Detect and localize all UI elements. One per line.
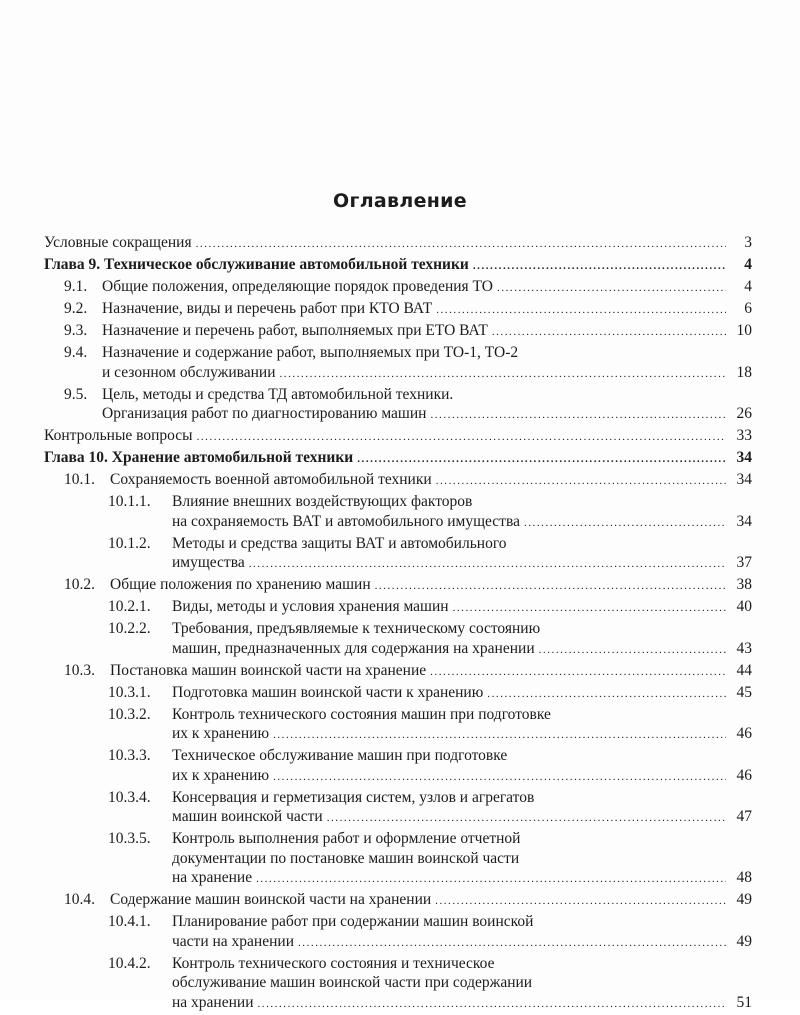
toc-entry-number: 9.1. bbox=[64, 278, 88, 295]
toc-entry-text: документации по постановке машин воинской части bbox=[172, 849, 520, 867]
toc-entry-number: 9.2. bbox=[64, 300, 88, 317]
toc-entry[interactable] bbox=[108, 912, 752, 953]
toc-entry-text: машин, предназначенных для содержания на хранении bbox=[172, 639, 535, 657]
toc-entry[interactable] bbox=[64, 470, 752, 492]
toc-entry[interactable] bbox=[64, 343, 752, 384]
toc-entry-number: 10.2.2. bbox=[108, 620, 151, 637]
toc-entry-text: Техническое обслуживание машин при подготовке bbox=[172, 747, 508, 764]
toc-entry[interactable] bbox=[108, 705, 752, 746]
toc-page-number: 46 bbox=[736, 766, 752, 784]
toc-entry-number: 10.2. bbox=[64, 576, 95, 593]
dot-leader bbox=[357, 450, 726, 470]
toc-page-number: 46 bbox=[736, 725, 752, 742]
dot-leader bbox=[430, 406, 726, 426]
dot-leader bbox=[327, 809, 726, 829]
toc-entry-text: их к хранению bbox=[172, 725, 270, 742]
toc-entry[interactable] bbox=[108, 829, 752, 890]
toc-page-number: 4 bbox=[744, 256, 752, 273]
toc-page-number: 43 bbox=[736, 639, 752, 657]
toc-entry-number: 10.3.5. bbox=[108, 830, 151, 847]
toc-page-number: 51 bbox=[736, 993, 752, 1011]
toc-entry[interactable] bbox=[64, 299, 752, 321]
toc-entry[interactable] bbox=[44, 255, 752, 277]
toc-page-number: 48 bbox=[736, 869, 752, 886]
toc-page-number: 47 bbox=[736, 808, 752, 825]
toc-entry[interactable] bbox=[44, 233, 752, 255]
toc-entry[interactable] bbox=[108, 492, 752, 533]
toc-entry[interactable] bbox=[64, 661, 752, 683]
dot-leader bbox=[258, 995, 727, 1015]
dot-leader bbox=[487, 685, 726, 705]
dot-leader bbox=[273, 768, 726, 788]
toc-entry-number: 10.1.2. bbox=[108, 534, 151, 552]
dot-leader bbox=[430, 663, 726, 683]
toc-entry-number: 10.3.3. bbox=[108, 747, 151, 764]
dot-leader bbox=[273, 726, 726, 746]
dot-leader bbox=[375, 577, 726, 597]
toc-entry-text: Контроль выполнения работ и оформление отчетной bbox=[172, 830, 521, 847]
toc-page-number: 34 bbox=[736, 449, 752, 466]
dot-leader bbox=[453, 599, 726, 619]
toc-page-number: 38 bbox=[736, 576, 752, 593]
toc-entry-text: Условные сокращения bbox=[44, 234, 192, 251]
toc-entry-number: 10.4.2. bbox=[108, 954, 151, 972]
toc-entry-number: 10.1.1. bbox=[108, 493, 151, 510]
toc-entry-text: имущества bbox=[172, 554, 245, 571]
toc-entry[interactable] bbox=[108, 954, 752, 1015]
toc-page-number: 40 bbox=[736, 598, 752, 615]
toc-page-number: 45 bbox=[736, 683, 752, 701]
toc-page-number: 10 bbox=[736, 322, 752, 339]
toc-entry-text: на хранении bbox=[172, 993, 254, 1011]
toc-entry-text: Влияние внешних воздействующих факторов bbox=[172, 493, 473, 510]
toc-entry[interactable] bbox=[108, 788, 752, 829]
toc-page-number: 34 bbox=[736, 471, 752, 488]
toc-entry[interactable] bbox=[44, 448, 752, 470]
dot-leader bbox=[298, 934, 726, 954]
toc-entry-text: Контрольные вопросы bbox=[44, 427, 193, 444]
toc-entry[interactable] bbox=[64, 890, 752, 912]
dot-leader bbox=[196, 235, 726, 255]
toc-entry-text: Содержание машин воинской части на хранении bbox=[110, 891, 432, 908]
toc-entry-text: Контроль технического состояния и техническое bbox=[172, 954, 495, 972]
dot-leader bbox=[473, 257, 726, 277]
dot-leader bbox=[249, 555, 726, 575]
toc-entry[interactable] bbox=[108, 534, 752, 575]
toc-page-number: 18 bbox=[736, 363, 752, 381]
toc-page-number: 3 bbox=[744, 234, 752, 251]
toc-page-number: 6 bbox=[744, 300, 752, 317]
toc-entry-text: Назначение и содержание работ, выполняемых при ТО-1, ТО-2 bbox=[102, 344, 519, 361]
toc-entry-text: Виды, методы и условия хранения машин bbox=[172, 598, 449, 615]
dot-leader bbox=[436, 301, 726, 321]
toc-entry-text: Назначение и перечень работ, выполняемых при ЕТО ВАТ bbox=[102, 322, 488, 339]
toc-entry[interactable] bbox=[64, 385, 752, 426]
toc-page-number: 44 bbox=[736, 661, 752, 679]
toc-entry-text: Контроль технического состояния машин при подготовке bbox=[172, 705, 551, 723]
toc-entry-text: Требования, предъявляемые к техническому состоянию bbox=[172, 620, 541, 637]
toc-entry-number: 10.2.1. bbox=[108, 598, 151, 615]
toc-entry-number: 9.3. bbox=[64, 322, 88, 339]
toc-entry-number: 10.1. bbox=[64, 471, 95, 488]
toc-entry-text: части на хранении bbox=[172, 932, 294, 950]
toc-entry[interactable] bbox=[108, 683, 752, 705]
toc-entry-text: Цель, методы и средства ТД автомобильной техники. bbox=[102, 385, 454, 403]
toc-page-number: 4 bbox=[744, 278, 752, 295]
toc-entry-text: на хранение bbox=[172, 869, 253, 886]
dot-leader bbox=[524, 514, 726, 534]
toc-entry-text: Подготовка машин воинской части к хранению bbox=[172, 683, 484, 701]
dot-leader bbox=[436, 472, 726, 492]
dot-leader bbox=[492, 323, 726, 343]
toc-entry-text: Глава 9. Техническое обслуживание автомобильной техники bbox=[44, 256, 469, 273]
toc-page-number: 37 bbox=[736, 554, 752, 571]
table-of-contents bbox=[0, 233, 800, 1015]
toc-entry-text: их к хранению bbox=[172, 766, 270, 784]
toc-entry-text: Назначение, виды и перечень работ при КТО ВАТ bbox=[102, 300, 433, 317]
toc-entry-number: 10.4.1. bbox=[108, 913, 151, 930]
toc-entry-number: 10.4. bbox=[64, 891, 95, 908]
toc-entry-text: Сохраняемость военной автомобильной техники bbox=[110, 471, 432, 488]
toc-entry-number: 10.3.4. bbox=[108, 788, 151, 806]
dot-leader bbox=[497, 279, 726, 299]
toc-entry-text: машин воинской части bbox=[172, 808, 323, 825]
toc-page-number: 34 bbox=[736, 512, 752, 530]
toc-entry[interactable] bbox=[64, 321, 752, 343]
dot-leader bbox=[197, 428, 726, 448]
toc-entry-number: 10.3.2. bbox=[108, 705, 151, 723]
page-title: Оглавление bbox=[333, 190, 467, 212]
toc-entry-text: Методы и средства защиты ВАТ и автомобильного bbox=[172, 534, 507, 552]
dot-leader bbox=[539, 641, 726, 661]
toc-entry-text: на сохраняемость ВАТ и автомобильного имущества bbox=[172, 512, 520, 530]
dot-leader bbox=[280, 365, 727, 385]
toc-entry-text: обслуживание машин воинской части при содержании bbox=[172, 974, 533, 991]
toc-entry-text: Организация работ по диагностированию машин bbox=[102, 405, 427, 422]
toc-entry-number: 10.3.1. bbox=[108, 683, 151, 701]
dot-leader bbox=[435, 892, 726, 912]
toc-page-number: 33 bbox=[736, 427, 752, 444]
toc-entry[interactable] bbox=[108, 746, 752, 787]
toc-entry-text: Постановка машин воинской части на хранение bbox=[110, 661, 427, 679]
toc-entry[interactable] bbox=[108, 619, 752, 660]
toc-entry-text: Консервация и герметизация систем, узлов и агрегатов bbox=[172, 788, 535, 806]
toc-entry-number: 9.5. bbox=[64, 385, 88, 403]
toc-page-number: 49 bbox=[736, 932, 752, 950]
dot-leader bbox=[256, 870, 726, 890]
toc-entry-text: Глава 10. Хранение автомобильной техники bbox=[44, 449, 354, 466]
toc-entry-number: 9.4. bbox=[64, 344, 88, 361]
toc-entry-text: и сезонном обслуживании bbox=[102, 363, 276, 381]
toc-entry-number: 10.3. bbox=[64, 661, 95, 679]
toc-entry[interactable] bbox=[64, 277, 752, 299]
toc-entry[interactable] bbox=[108, 597, 752, 619]
toc-entry-text: Общие положения, определяющие порядок проведения ТО bbox=[102, 278, 494, 295]
toc-page-number: 49 bbox=[736, 891, 752, 908]
toc-entry[interactable] bbox=[64, 575, 752, 597]
toc-entry-text: Планирование работ при содержании машин воинской bbox=[172, 913, 534, 930]
toc-entry-text: Общие положения по хранению машин bbox=[110, 576, 371, 593]
toc-page-number: 26 bbox=[736, 405, 752, 422]
toc-entry[interactable] bbox=[44, 426, 752, 448]
